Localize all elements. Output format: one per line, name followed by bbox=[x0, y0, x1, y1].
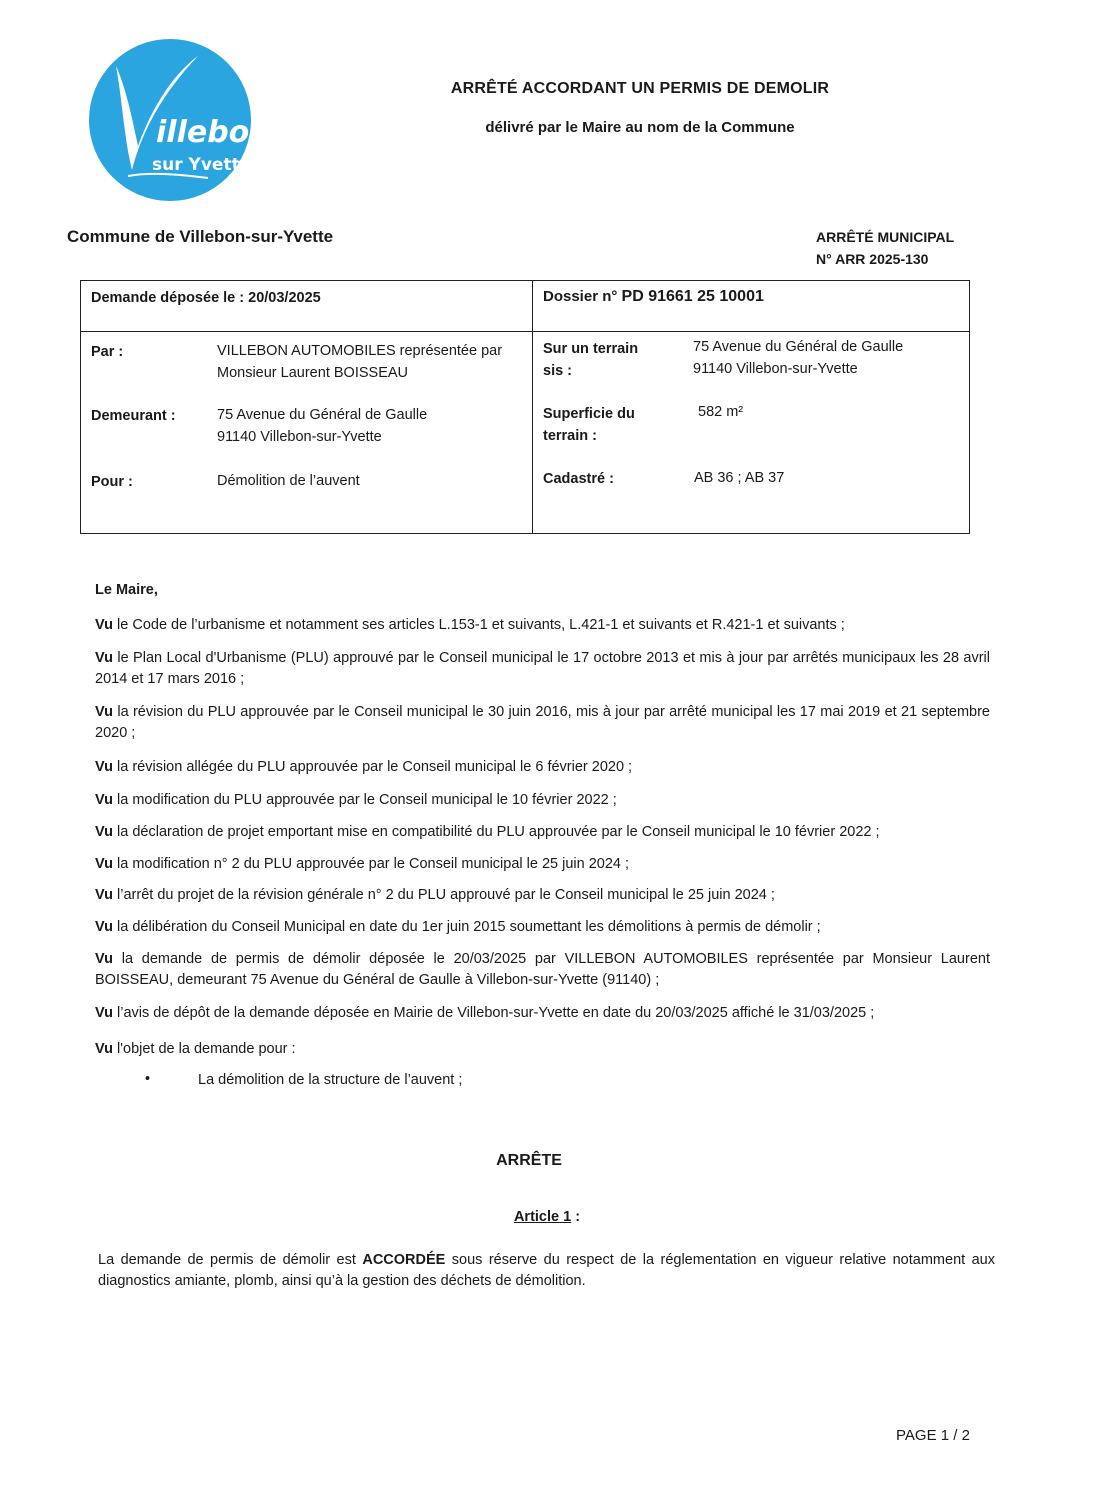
commune-name: Commune de Villebon-sur-Yvette bbox=[67, 227, 334, 246]
vu-item-6: Vu la déclaration de projet emportant mise en compatibilité du PLU approuvée par le Conseil municipal le 10 février 2022 ; bbox=[95, 824, 880, 840]
par-label: Par : bbox=[91, 344, 124, 360]
pour-value: Démolition de l’auvent bbox=[217, 473, 360, 489]
vu-item-11: Vu l’avis de dépôt de la demande déposée en Mairie de Villebon-sur-Yvette en date du 20/03/2025 affiché le 31/03/2025 ; bbox=[95, 1005, 875, 1021]
logo-text-sur-yvette: sur Yvette bbox=[152, 155, 252, 175]
bullet-item: La démolition de la structure de l’auvent ; bbox=[198, 1072, 463, 1088]
vu-item-1: Vu le Code de l’urbanisme et notamment ses articles L.153-1 et suivants, L.421-1 et suivants et R.421-1 et suivants ; bbox=[95, 617, 845, 633]
demeurant-label: Demeurant : bbox=[91, 408, 176, 424]
cadastre-value: AB 36 ; AB 37 bbox=[694, 470, 785, 486]
page-number: PAGE 1 / 2 bbox=[896, 1427, 970, 1444]
permit-info-box bbox=[80, 280, 970, 534]
le-maire: Le Maire, bbox=[95, 582, 158, 598]
box-divider-horizontal bbox=[81, 331, 969, 332]
article-1-text: La demande de permis de démolir est ACCORDÉE sous réserve du respect de la réglementation en vigueur relative notamment aux diagnostics amiante, plomb, ainsi qu’à la gestion des déchets de démolition. bbox=[98, 1252, 995, 1289]
vu-item-5: Vu la modification du PLU approuvée par le Conseil municipal le 10 février 2022 ; bbox=[95, 792, 617, 808]
arrete-municipal-number: N° ARR 2025-130 bbox=[816, 251, 929, 267]
terrain-value: 75 Avenue du Général de Gaulle 91140 Villebon-sur-Yvette bbox=[693, 339, 904, 377]
dossier-number: Dossier n° PD 91661 25 10001 bbox=[543, 288, 764, 305]
logo-text-villebon: illebon bbox=[156, 115, 271, 150]
document-title: ARRÊTÉ ACCORDANT UN PERMIS DE DEMOLIR bbox=[450, 80, 830, 97]
cadastre-label: Cadastré : bbox=[543, 471, 614, 487]
vu-item-12: Vu l'objet de la demande pour : bbox=[95, 1041, 296, 1057]
demande-deposee: Demande déposée le : 20/03/2025 bbox=[91, 290, 321, 306]
document-subtitle: délivré par le Maire au nom de la Commune bbox=[485, 119, 795, 136]
villebon-logo bbox=[88, 38, 271, 202]
arrete-heading: ARRÊTE bbox=[496, 1152, 562, 1169]
superficie-value: 582 m² bbox=[698, 404, 744, 420]
pour-label: Pour : bbox=[91, 474, 133, 490]
arrete-municipal-label: ARRÊTÉ MUNICIPAL bbox=[816, 229, 955, 245]
vu-item-9: Vu la délibération du Conseil Municipal en date du 1er juin 2015 soumettant les démolitions à permis de démolir ; bbox=[95, 919, 821, 935]
bullet-marker: • bbox=[145, 1071, 151, 1087]
vu-item-4: Vu la révision allégée du PLU approuvée par le Conseil municipal le 6 février 2020 ; bbox=[95, 759, 633, 775]
terrain-label: Sur un terrain sis : bbox=[543, 341, 639, 379]
vu-item-2: Vu le Plan Local d'Urbanisme (PLU) approuvé par le Conseil municipal le 17 octobre 2013 et mis à jour par arrêtés municipaux les 28 avril 2014 et 17 mars 2016 ; bbox=[95, 650, 990, 687]
par-value: VILLEBON AUTOMOBILES représentée par Monsieur Laurent BOISSEAU bbox=[217, 343, 503, 381]
superficie-label: Superficie du terrain : bbox=[543, 406, 635, 444]
article-1-heading: Article 1 : bbox=[513, 1209, 581, 1225]
vu-item-7: Vu la modification n° 2 du PLU approuvée par le Conseil municipal le 25 juin 2024 ; bbox=[95, 856, 630, 872]
demeurant-value: 75 Avenue du Général de Gaulle 91140 Villebon-sur-Yvette bbox=[217, 407, 428, 445]
vu-item-3: Vu la révision du PLU approuvée par le Conseil municipal le 30 juin 2016, mis à jour par arrêté municipal les 17 mai 2019 et 21 septembre 2020 ; bbox=[95, 704, 990, 741]
box-divider-vertical bbox=[532, 281, 533, 533]
arrete-municipal-block bbox=[816, 226, 966, 270]
vu-item-8: Vu l’arrêt du projet de la révision générale n° 2 du PLU approuvé par le Conseil municipal le 25 juin 2024 ; bbox=[95, 887, 775, 903]
vu-item-10: Vu la demande de permis de démolir déposée le 20/03/2025 par VILLEBON AUTOMOBILES représentée par Monsieur Laurent BOISSEAU, demeurant 75 Avenue du Général de Gaulle à Villebon-sur-Yvette (91140) ; bbox=[95, 951, 990, 988]
